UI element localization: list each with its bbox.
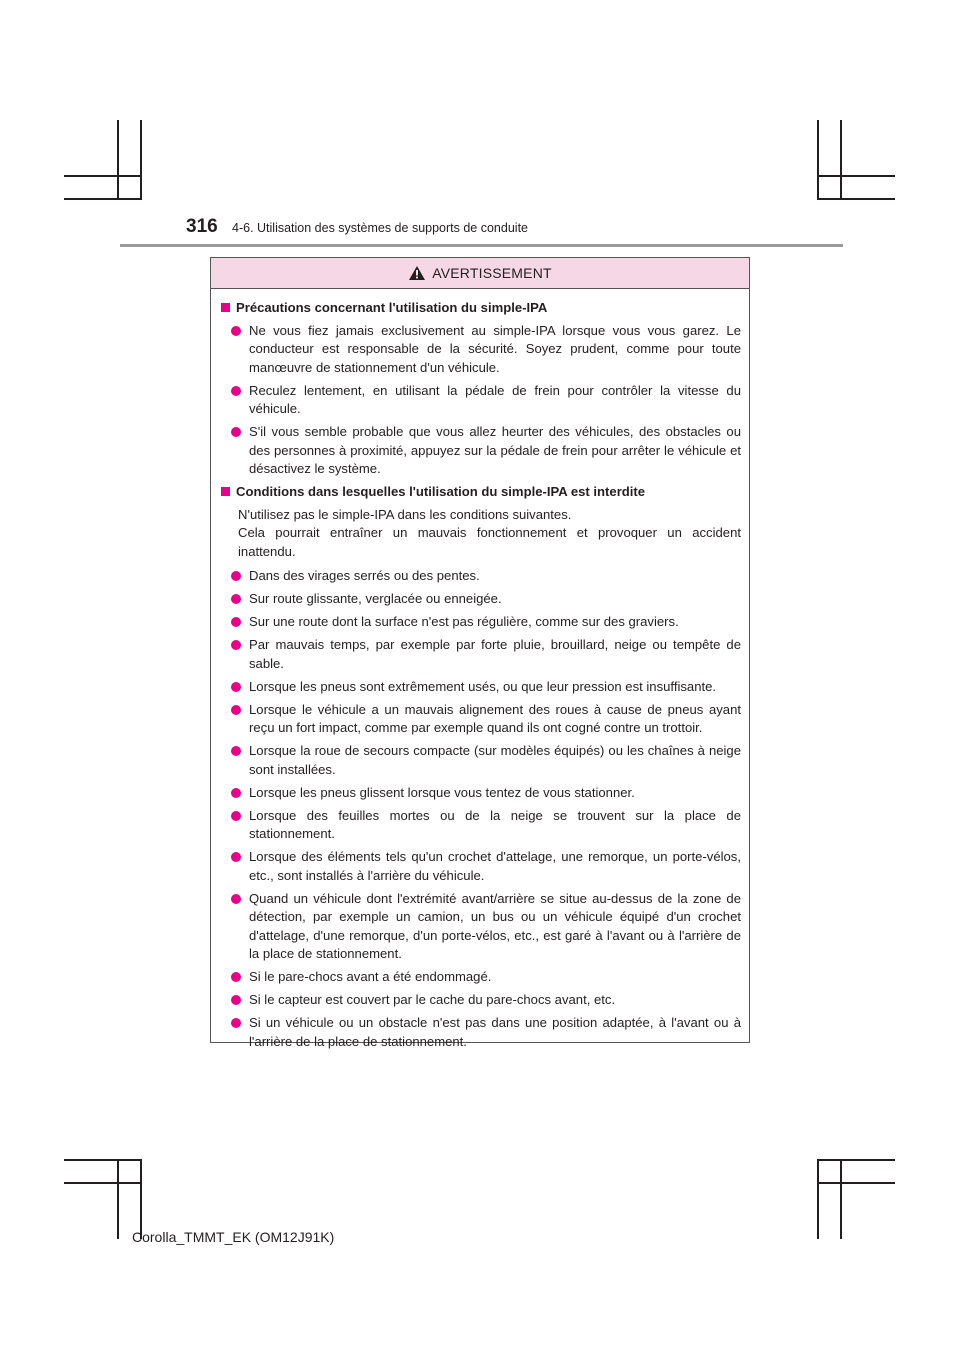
bullet-dot-icon bbox=[231, 594, 241, 604]
list-item-text: Sur une route dont la surface n'est pas régulière, comme sur des graviers. bbox=[249, 614, 679, 629]
bullet-dot-icon bbox=[231, 746, 241, 756]
bullet-dot-icon bbox=[231, 894, 241, 904]
list-item bbox=[231, 678, 741, 697]
square-bullet-icon bbox=[221, 303, 230, 312]
list-item-text: Quand un véhicule dont l'extrémité avant/arrière se situe au-dessus de la zone de détection, par exemple un camion, un bus ou un véhicule équipé d'un crochet d'attelage, d'une remorque, d'un porte-vélos, etc., est garé à l'avant ou à l'arrière de la place de stationnement. bbox=[249, 890, 741, 961]
list-item bbox=[231, 890, 741, 964]
crop-mark bbox=[817, 1182, 895, 1184]
list-item-text: Dans des virages serrés ou des pentes. bbox=[249, 568, 480, 583]
list-item-text: Reculez lentement, en utilisant la pédale de frein pour contrôler la vitesse du véhicule. bbox=[249, 382, 741, 416]
bullet-dot-icon bbox=[231, 640, 241, 650]
bullet-dot-icon bbox=[231, 705, 241, 715]
crop-mark bbox=[840, 120, 842, 200]
section-heading-text: Conditions dans lesquelles l'utilisation du simple-IPA est interdite bbox=[236, 484, 646, 499]
list-item bbox=[231, 636, 741, 673]
list-item bbox=[231, 701, 741, 738]
bullet-dot-icon bbox=[231, 852, 241, 862]
warning-box bbox=[210, 257, 750, 1049]
crop-mark bbox=[64, 175, 142, 177]
list-item-text: Si le capteur est couvert par le cache du pare-chocs avant, etc. bbox=[249, 992, 616, 1007]
bullet-dot-icon bbox=[231, 788, 241, 798]
list-item-text: Si le pare-chocs avant a été endommagé. bbox=[249, 969, 492, 984]
square-bullet-icon bbox=[221, 487, 230, 496]
crop-mark bbox=[64, 198, 142, 200]
document-id: Corolla_TMMT_EK (OM12J91K) bbox=[132, 1229, 335, 1245]
section-heading-text: Précautions concernant l'utilisation du simple-IPA bbox=[236, 300, 548, 315]
crop-mark bbox=[140, 1159, 142, 1239]
bullet-dot-icon bbox=[231, 972, 241, 982]
list-item-text: Sur route glissante, verglacée ou enneigée. bbox=[249, 591, 502, 606]
list-item bbox=[231, 991, 741, 1010]
list-item-text: Si un véhicule ou un obstacle n'est pas dans une position adaptée, à l'avant ou à l'arrière de la place de stationnement. bbox=[249, 1015, 741, 1049]
crop-mark bbox=[817, 1159, 819, 1239]
warning-header bbox=[211, 258, 749, 289]
crop-mark bbox=[64, 1182, 142, 1184]
list-item bbox=[231, 807, 741, 844]
warning-triangle-icon bbox=[408, 265, 426, 281]
list-item-text: Lorsque des éléments tels qu'un crochet d'attelage, une remorque, un porte-vélos, etc., sont installés à l'arrière du véhicule. bbox=[249, 849, 741, 883]
crop-mark bbox=[117, 1159, 119, 1239]
bullet-dot-icon bbox=[231, 571, 241, 581]
header-rule bbox=[120, 244, 843, 247]
bullet-dot-icon bbox=[231, 811, 241, 821]
warning-body bbox=[211, 289, 749, 1051]
bullet-dot-icon bbox=[231, 386, 241, 396]
list-item bbox=[231, 423, 741, 479]
intro-line: N'utilisez pas le simple-IPA dans les conditions suivantes. bbox=[238, 506, 572, 522]
list-item bbox=[231, 742, 741, 779]
bullet-dot-icon bbox=[231, 1018, 241, 1028]
list-item bbox=[231, 784, 741, 803]
section-title: 4-6. Utilisation des systèmes de supports de conduite bbox=[232, 221, 528, 235]
crop-mark bbox=[140, 120, 142, 200]
crop-mark bbox=[117, 120, 119, 200]
bullet-dot-icon bbox=[231, 427, 241, 437]
list-item bbox=[231, 590, 741, 609]
crop-mark bbox=[64, 1159, 142, 1161]
list-item-text: Lorsque les pneus sont extrêmement usés, ou que leur pression est insuffisante. bbox=[249, 678, 717, 694]
bullet-dot-icon bbox=[231, 326, 241, 336]
warning-title: AVERTISSEMENT bbox=[432, 265, 552, 281]
list-item-text: Lorsque le véhicule a un mauvais alignement des roues à cause de pneus ayant reçu un fort impact, comme par exemple quand ils ont cogné contre un trottoir. bbox=[249, 701, 741, 735]
page-header bbox=[186, 216, 586, 246]
section-intro bbox=[238, 506, 741, 562]
crop-mark bbox=[817, 120, 819, 200]
list-item bbox=[231, 1014, 741, 1051]
crop-mark bbox=[817, 1159, 895, 1161]
list-item-text: Lorsque des feuilles mortes ou de la neige se trouvent sur la place de stationnement. bbox=[249, 807, 741, 841]
list-item bbox=[231, 322, 741, 378]
list-item-text: Par mauvais temps, par exemple par forte pluie, brouillard, neige ou tempête de sable. bbox=[249, 637, 741, 671]
section-heading bbox=[219, 483, 741, 502]
list-item-text: Lorsque la roue de secours compacte (sur modèles équipés) ou les chaînes à neige sont installées. bbox=[249, 743, 741, 777]
bullet-dot-icon bbox=[231, 682, 241, 692]
list-item bbox=[231, 382, 741, 419]
crop-mark bbox=[840, 1159, 842, 1239]
bullet-dot-icon bbox=[231, 617, 241, 627]
list-item-text: S'il vous semble probable que vous allez heurter des véhicules, des obstacles ou des personnes à proximité, appuyez sur la pédale de frein pour arrêter le véhicule et désactivez le système. bbox=[249, 424, 741, 476]
list-item bbox=[231, 968, 741, 987]
page-number: 316 bbox=[186, 216, 218, 237]
list-item bbox=[231, 567, 741, 586]
list-item bbox=[231, 848, 741, 885]
crop-mark bbox=[817, 198, 895, 200]
intro-line: Cela pourrait entraîner un mauvais fonctionnement et provoquer un accident inattendu. bbox=[238, 525, 741, 559]
bullet-dot-icon bbox=[231, 995, 241, 1005]
list-item bbox=[231, 613, 741, 632]
list-item-text: Lorsque les pneus glissent lorsque vous tentez de vous stationner. bbox=[249, 784, 635, 800]
list-item-text: Ne vous fiez jamais exclusivement au simple-IPA lorsque vous vous garez. Le conducteur est responsable de la sécurité. Soyez prudent, comme pour toute manœuvre de stationnement d'un véhicule. bbox=[249, 322, 741, 375]
section-heading bbox=[219, 299, 741, 318]
crop-mark bbox=[817, 175, 895, 177]
